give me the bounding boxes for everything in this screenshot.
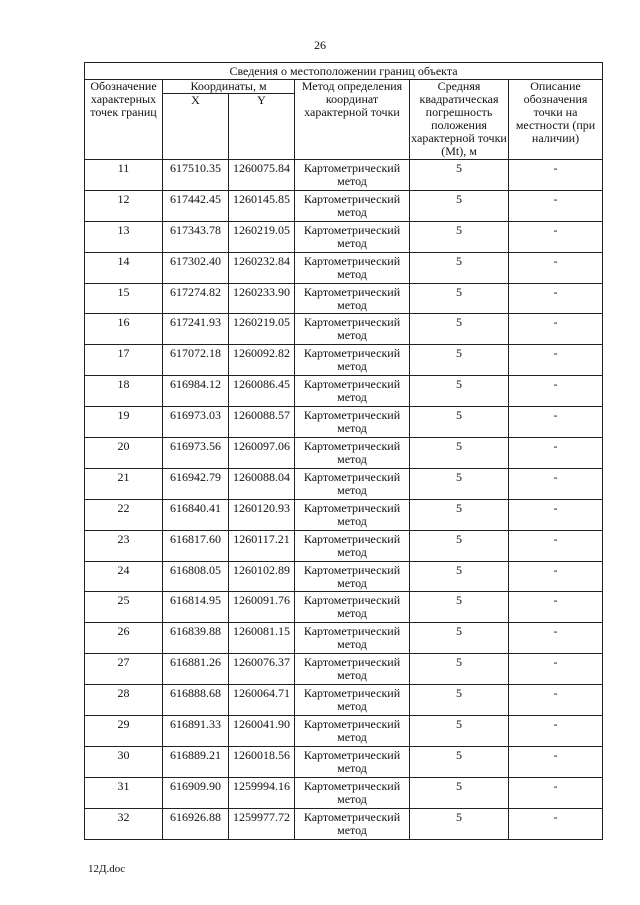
coordinate-y: 1260117.21	[229, 530, 295, 561]
table-row	[85, 314, 603, 345]
point-number: 16	[85, 314, 163, 345]
method-cell: Картометрический метод	[295, 190, 410, 221]
point-number: 17	[85, 345, 163, 376]
mt-cell: 5	[410, 654, 509, 685]
description-cell: -	[509, 438, 603, 469]
coordinate-x: 617302.40	[163, 252, 229, 283]
method-cell: Картометрический метод	[295, 808, 410, 839]
point-number: 20	[85, 438, 163, 469]
table-row	[85, 283, 603, 314]
point-number: 30	[85, 746, 163, 777]
coordinate-y: 1260219.05	[229, 221, 295, 252]
coordinate-x: 617510.35	[163, 160, 229, 191]
mt-cell: 5	[410, 746, 509, 777]
description-cell: -	[509, 685, 603, 716]
description-cell: -	[509, 716, 603, 747]
table-body	[85, 160, 603, 840]
coordinate-y: 1260086.45	[229, 376, 295, 407]
description-cell: -	[509, 777, 603, 808]
table-row	[85, 438, 603, 469]
point-number: 25	[85, 592, 163, 623]
description-cell: -	[509, 499, 603, 530]
coordinate-y: 1260088.57	[229, 407, 295, 438]
coordinate-x: 616984.12	[163, 376, 229, 407]
table-caption: Сведения о местоположении границ объекта	[85, 63, 603, 80]
coordinate-x: 616840.41	[163, 499, 229, 530]
method-cell: Картометрический метод	[295, 499, 410, 530]
page-number: 26	[314, 38, 326, 52]
point-number: 12	[85, 190, 163, 221]
method-cell: Картометрический метод	[295, 530, 410, 561]
header-mt: Средняя квадратическая погрешность положения характерной точки (Mt), м	[411, 79, 507, 158]
coordinate-x: 616926.88	[163, 808, 229, 839]
mt-cell: 5	[410, 407, 509, 438]
coordinate-x: 617343.78	[163, 221, 229, 252]
coordinate-y: 1260219.05	[229, 314, 295, 345]
mt-cell: 5	[410, 685, 509, 716]
coordinate-x: 616889.21	[163, 746, 229, 777]
description-cell: -	[509, 376, 603, 407]
method-cell: Картометрический метод	[295, 623, 410, 654]
mt-cell: 5	[410, 592, 509, 623]
method-cell: Картометрический метод	[295, 376, 410, 407]
description-cell: -	[509, 160, 603, 191]
method-cell: Картометрический метод	[295, 592, 410, 623]
coordinate-x: 616942.79	[163, 468, 229, 499]
coordinate-x: 616881.26	[163, 654, 229, 685]
coordinate-y: 1259994.16	[229, 777, 295, 808]
coordinate-y: 1260091.76	[229, 592, 295, 623]
point-number: 27	[85, 654, 163, 685]
point-number: 11	[85, 160, 163, 191]
table-row	[85, 623, 603, 654]
coordinate-y: 1259977.72	[229, 808, 295, 839]
coordinate-x: 616839.88	[163, 623, 229, 654]
coordinate-x: 617274.82	[163, 283, 229, 314]
coordinate-y: 1260092.82	[229, 345, 295, 376]
table-row	[85, 407, 603, 438]
coordinate-x: 616973.03	[163, 407, 229, 438]
mt-cell: 5	[410, 808, 509, 839]
mt-cell: 5	[410, 716, 509, 747]
table-row	[85, 530, 603, 561]
table-row	[85, 746, 603, 777]
table-row	[85, 654, 603, 685]
method-cell: Картометрический метод	[295, 252, 410, 283]
footer-filename: 12Д.doc	[88, 863, 126, 875]
method-cell: Картометрический метод	[295, 438, 410, 469]
table-row	[85, 468, 603, 499]
table-row	[85, 160, 603, 191]
point-number: 31	[85, 777, 163, 808]
header-point: Обозначение характерных точек границ	[85, 80, 163, 160]
point-number: 21	[85, 468, 163, 499]
mt-cell: 5	[410, 160, 509, 191]
coordinate-y: 1260232.84	[229, 252, 295, 283]
coordinate-x: 616888.68	[163, 685, 229, 716]
description-cell: -	[509, 746, 603, 777]
description-cell: -	[509, 561, 603, 592]
coordinate-y: 1260075.84	[229, 160, 295, 191]
mt-cell: 5	[410, 252, 509, 283]
table-row	[85, 499, 603, 530]
table-row	[85, 221, 603, 252]
boundary-coordinates-table	[84, 62, 603, 840]
description-cell: -	[509, 345, 603, 376]
coordinate-y: 1260102.89	[229, 561, 295, 592]
method-cell: Картометрический метод	[295, 777, 410, 808]
description-cell: -	[509, 623, 603, 654]
coordinate-x: 616817.60	[163, 530, 229, 561]
header-coordinates: Координаты, м	[163, 80, 295, 94]
mt-cell: 5	[410, 561, 509, 592]
mt-cell: 5	[410, 314, 509, 345]
header-description: Описание обозначения точки на местности (при наличии)	[509, 80, 603, 160]
coordinate-y: 1260018.56	[229, 746, 295, 777]
coordinate-y: 1260145.85	[229, 190, 295, 221]
coordinate-y: 1260076.37	[229, 654, 295, 685]
mt-cell: 5	[410, 190, 509, 221]
description-cell: -	[509, 221, 603, 252]
header-x: X	[163, 94, 229, 160]
method-cell: Картометрический метод	[295, 407, 410, 438]
point-number: 15	[85, 283, 163, 314]
method-cell: Картометрический метод	[295, 283, 410, 314]
method-cell: Картометрический метод	[295, 746, 410, 777]
point-number: 32	[85, 808, 163, 839]
point-number: 13	[85, 221, 163, 252]
point-number: 18	[85, 376, 163, 407]
header-y: Y	[229, 94, 295, 160]
method-cell: Картометрический метод	[295, 685, 410, 716]
mt-cell: 5	[410, 623, 509, 654]
mt-cell: 5	[410, 499, 509, 530]
mt-cell: 5	[410, 468, 509, 499]
coordinate-x: 616808.05	[163, 561, 229, 592]
method-cell: Картометрический метод	[295, 716, 410, 747]
description-cell: -	[509, 283, 603, 314]
description-cell: -	[509, 252, 603, 283]
description-cell: -	[509, 530, 603, 561]
point-number: 29	[85, 716, 163, 747]
point-number: 26	[85, 623, 163, 654]
table-row	[85, 376, 603, 407]
method-cell: Картометрический метод	[295, 561, 410, 592]
coordinate-x: 616909.90	[163, 777, 229, 808]
mt-cell: 5	[410, 345, 509, 376]
mt-cell: 5	[410, 530, 509, 561]
coordinate-x: 616814.95	[163, 592, 229, 623]
coordinate-y: 1260088.04	[229, 468, 295, 499]
table-row	[85, 777, 603, 808]
method-cell: Картометрический метод	[295, 345, 410, 376]
method-cell: Картометрический метод	[295, 654, 410, 685]
table-row	[85, 252, 603, 283]
point-number: 19	[85, 407, 163, 438]
table-row	[85, 190, 603, 221]
mt-cell: 5	[410, 777, 509, 808]
coordinate-x: 617072.18	[163, 345, 229, 376]
mt-cell: 5	[410, 376, 509, 407]
coordinate-y: 1260233.90	[229, 283, 295, 314]
description-cell: -	[509, 190, 603, 221]
mt-cell: 5	[410, 221, 509, 252]
coordinate-y: 1260097.06	[229, 438, 295, 469]
mt-cell: 5	[410, 438, 509, 469]
coordinate-x: 616973.56	[163, 438, 229, 469]
coordinate-y: 1260081.15	[229, 623, 295, 654]
coordinate-y: 1260064.71	[229, 685, 295, 716]
coordinate-x: 617442.45	[163, 190, 229, 221]
header-method: Метод определения координат характерной точки	[295, 80, 410, 160]
description-cell: -	[509, 407, 603, 438]
description-cell: -	[509, 592, 603, 623]
coordinate-x: 617241.93	[163, 314, 229, 345]
coordinate-y: 1260120.93	[229, 499, 295, 530]
method-cell: Картометрический метод	[295, 160, 410, 191]
coordinate-x: 616891.33	[163, 716, 229, 747]
table-row	[85, 808, 603, 839]
table-row	[85, 592, 603, 623]
method-cell: Картометрический метод	[295, 468, 410, 499]
table-row	[85, 685, 603, 716]
point-number: 22	[85, 499, 163, 530]
point-number: 14	[85, 252, 163, 283]
description-cell: -	[509, 808, 603, 839]
table-row	[85, 345, 603, 376]
method-cell: Картометрический метод	[295, 221, 410, 252]
description-cell: -	[509, 314, 603, 345]
point-number: 24	[85, 561, 163, 592]
mt-cell: 5	[410, 283, 509, 314]
description-cell: -	[509, 468, 603, 499]
point-number: 28	[85, 685, 163, 716]
table-row	[85, 716, 603, 747]
coordinate-y: 1260041.90	[229, 716, 295, 747]
description-cell: -	[509, 654, 603, 685]
table-row	[85, 561, 603, 592]
point-number: 23	[85, 530, 163, 561]
method-cell: Картометрический метод	[295, 314, 410, 345]
